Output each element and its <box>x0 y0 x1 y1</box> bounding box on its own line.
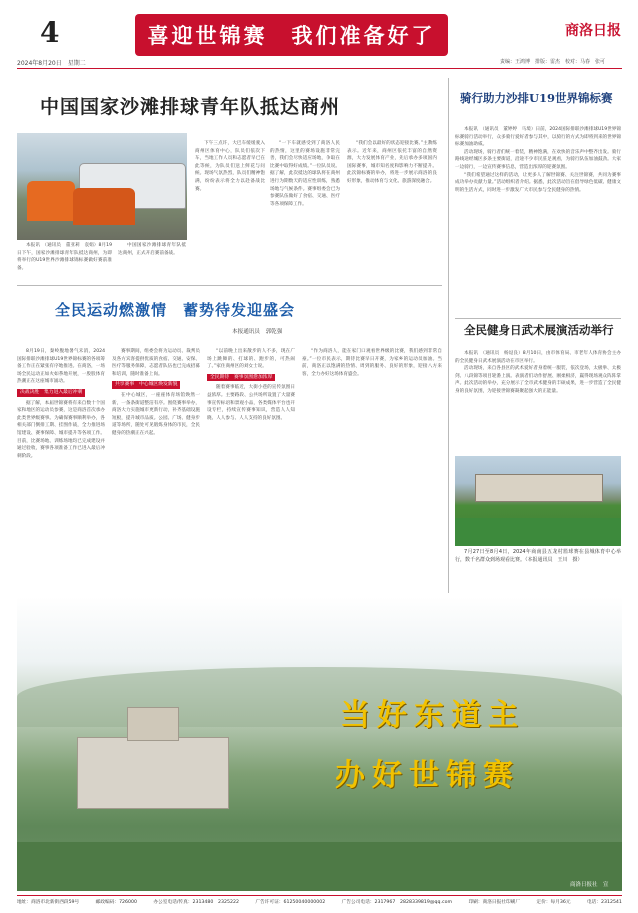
header-banner <box>135 14 448 56</box>
page-number: 4 <box>40 16 60 49</box>
city-panorama <box>17 597 622 891</box>
landmark-building <box>77 737 229 809</box>
u19-body-2: “我们希望通过这样的活动，让更多人了解世锦赛、关注世锦赛，共同为赛事成功举办贡献力量。”活动组织者介绍。据悉，此次活动旨在倡导绿色低碳、健康文明的生活方式，同时进一步激发广大市民参与全民健身的热情。 <box>455 172 621 193</box>
footer-print: 印刷：商洛日报社印刷厂 <box>468 900 521 905</box>
issue-date: 2024年8月20日 星期二 <box>17 60 86 67</box>
sports-subhead-2-text: 共享赛事 中心城区焕发新貌 <box>112 381 180 389</box>
slogan-line-1: 当好东道主 <box>340 698 525 733</box>
sports-text-2: 赛事期间，组委会将为运动员、裁判员及各方宾客提供优质的食宿、交通、安保、医疗等服务保障，志愿者队伍也已完成招募和培训，随时准备上岗。 <box>112 349 200 377</box>
sports-col1 <box>17 348 105 460</box>
sports-subhead-3-text: 全民期待 赛事氛围愈加浓厚 <box>207 374 275 382</box>
sports-byline: 本报通讯员 郭乾强 <box>232 329 283 335</box>
stadium-caption <box>455 549 621 564</box>
footer-rule <box>17 895 622 896</box>
u19-body-1: 活动现场，骑行者们统一着装，精神饱满，在欢快的音乐声中整齐出发。骑行路线途经城区多条主要街道，沿途不少市民驻足观看，为骑行队伍加油鼓劲。大家一边骑行，一边宣传赛事信息，营造出浓厚的迎赛氛围。 <box>455 149 621 170</box>
main-col1-text: 下午三点许，大巴车缓缓驶入商州区体育中心，队员们依次下车，当地工作人员和志愿者早已在此等候，为队员们送上鲜花与问候。现场气氛热烈，队员们精神饱满，纷纷表示将全力以赴备战比赛。 <box>195 141 265 192</box>
slogan-line-2: 办好世锦赛 <box>335 758 520 793</box>
footer-address: 地址：商洛市北新街西段59号 <box>17 900 80 905</box>
wushu-byline: 本报讯 （通讯员 杨逗良）8月10日，由市体育局、市老年人体育协会主办的全民健身日武术展演活动在市区举行。 <box>455 351 621 364</box>
page-footer <box>17 899 622 905</box>
footer-post: 邮政编码：726000 <box>95 900 137 905</box>
main-col1 <box>195 140 265 193</box>
sports-col4 <box>302 348 442 378</box>
main-col2 <box>270 140 340 208</box>
sports-subhead-1 <box>17 389 105 397</box>
divider-vertical <box>448 78 449 593</box>
sports-text-4: “以前晚上出来散步的人不多，现在广场上跳舞的、打球的、跑步的，可热闹了。”家住商州区的刘女士说。 <box>207 349 295 370</box>
u19-headline: 骑行助力沙排U19世界锦标赛 <box>460 91 613 105</box>
main-byline <box>17 242 112 272</box>
main-byline-text: 本报讯 （通讯员 董亚莉 袁娟）8月19日下午，国家沙滩排球青年队抵达商州，为即将举行的U19世界沙滩排球锦标赛做好赛前准备。 <box>17 243 112 271</box>
main-col3 <box>347 140 437 186</box>
footer-ad: 广告许可证：61250040000002 <box>255 900 326 905</box>
main-col3-text: “我们会以最好的状态迎接比赛。”主教练表示。近年来，商州区依托丰富的自然资源，大力发展体育产业，先后承办多项国内国际赛事，城市知名度和影响力不断提升。此次锦标赛的举办，将进一步展示商洛的良好形象，推动体育与文化、旅游深度融合。 <box>347 141 437 184</box>
team-photo <box>17 133 187 240</box>
sports-text-6: “作为商洛人，能在家门口观看世界级的比赛，我们感到非常自豪。”一位市民表示，期待比赛早日开赛，为家乡的运动员加油。当前，商洛正以饱满的热情、周到的服务、良好的形象，迎接八方来客，全力办好这场体育盛会。 <box>302 349 442 377</box>
sports-subhead-2 <box>112 381 200 389</box>
sports-text-3: 在中心城区，一座座体育场馆焕然一新，一条条街道整洁有序。围绕赛事举办，商洛大力实施城市更新行动，补齐基础设施短板，提升城市品质。公园、广场、健身步道等场所，随处可见锻炼身体的市民，全民健身的热潮正在兴起。 <box>112 392 200 436</box>
wushu-headline: 全民健身日武术展演活动举行 <box>464 323 614 337</box>
footer-price: 定价：每月36元 <box>536 900 571 905</box>
u19-body <box>455 126 621 194</box>
team-photo-caption: 中国国家沙滩排球青年队抵达商州，正式开启赛前备战。 <box>118 243 186 256</box>
main-col2-text: “一下车就感受到了商洛人民的热情，这里的赛场设施非常完善，我们会尽快适应场地，争取在比赛中取得好成绩。”一位队员说。据了解，此次抵达的球队将在商州进行为期数天的适应性训练，熟悉场地与气候条件。赛事组委会已为参赛队伍做好了食宿、交通、医疗等各项保障工作。 <box>270 141 340 207</box>
sports-text-1: 据了解，本届世锦赛将有来自数十个国家和地区的运动员参赛，这是商洛首次承办此类世界级赛事。为确保赛事顺利举办，各相关部门倒排工期、挂图作战，全力推进场馆建设、赛事保障、城市提升等各项工作。目前，比赛场地、训练场地均已完成建设并通过验收，赛事各项准备工作已进入最后冲刺阶段。 <box>17 400 105 459</box>
sports-col2 <box>112 348 200 438</box>
sports-intro: 8月19日，秦岭腹地暑气未消，2024国际排联沙滩排球U19世界锦标赛的各项筹备工作正在紧张有序地推进。在商洛，一场场全民运动正如火如荼地开展，一股股体育热潮正在这座城市涌动。 <box>17 349 105 385</box>
stadium-caption-text: 7月27日至8月4日，2024年商南县五龙村篮球赛在县城体育中心举行，数千名群众到场观看比赛。（本报通讯员 王川 摄） <box>455 549 621 563</box>
main-headline: 中国国家沙滩排球青年队抵达商州 <box>40 96 341 118</box>
footer-office: 办公室电话/传真：2313480 2325222 <box>153 900 239 905</box>
slogan-tag: 商洛日报社 宣 <box>570 882 609 888</box>
photo-caption-team <box>118 242 186 257</box>
u19-byline: 本报讯 （通讯员 董婷婷 马境）日前，2024国际排联沙滩排球U19世界锦标赛骑行活动举行，众多骑行爱好者参与其中，以骑行的方式为即将到来的世界锦标赛加油助威。 <box>455 127 621 148</box>
sports-text-5: 随着赛事临近，大街小巷的宣传氛围日益浓厚。主要路段、公共场所设置了大量赛事宣传标语和景观小品，各类媒体平台也开设专栏，持续宣传赛事知识，营造人人知晓、人人参与、人人支持的良好氛围。 <box>207 385 295 421</box>
banner-text: 喜迎世锦赛 我们准备好了 <box>147 24 436 48</box>
newspaper-logo: 商洛日报 <box>565 23 621 39</box>
wushu-body <box>455 350 621 396</box>
sports-subhead-3 <box>207 374 295 382</box>
divider-right-1 <box>455 318 621 319</box>
wushu-body-text: 活动现场，来自各县区的武术爱好者身着统一服装，依次登场，太极拳、太极剑、八段锦等项目轮番上演。表演者们动作舒展、刚柔相济，赢得现场观众阵阵掌声。此次活动的举办，充分展示了全市武术健身的丰硕成果，进一步营造了全民健身的良好氛围，为迎接世锦赛凝聚起强大的正能量。 <box>455 366 621 394</box>
editor-credits: 责编：王鸿博 排版：雷杰 校对：马春 张可 <box>500 59 606 65</box>
sports-headline: 全民运动燃激情 蓄势待发迎盛会 <box>55 301 296 319</box>
footer-ad-phone: 广告公司电话：2317967 2828339819@qq.com <box>341 900 453 905</box>
divider-main <box>17 285 442 286</box>
page-header <box>0 0 638 80</box>
stadium-photo <box>455 456 621 546</box>
sports-col3 <box>207 348 295 422</box>
sports-subhead-1-text: 决战决胜 集力进入最后冲刺 <box>17 389 85 397</box>
footer-phone: 电话：2312541 <box>586 900 622 905</box>
header-rule <box>17 68 622 69</box>
